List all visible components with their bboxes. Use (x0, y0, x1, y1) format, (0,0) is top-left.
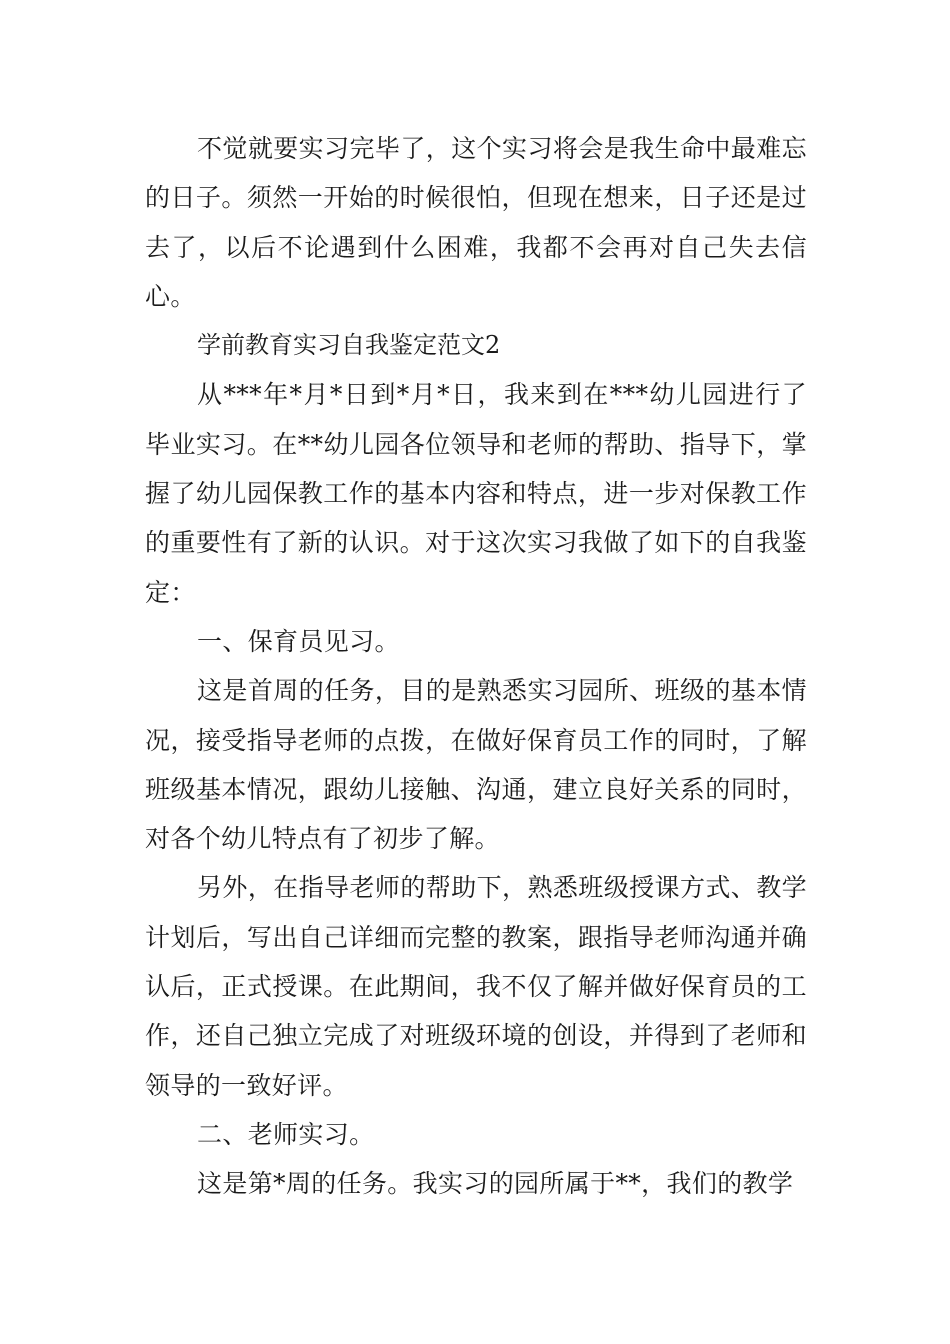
paragraph-internship-intro: 从***年*月*日到*月*日，我来到在***幼儿园进行了毕业实习。在**幼儿园各位领导和老师的帮助、指导下，掌握了幼儿园保教工作的基本内容和特点，进一步对保教工作的重要性有了新的认识。对于这次实习我做了如下的自我鉴定： (145, 380, 807, 607)
paragraph-teaching-plan: 另外，在指导老师的帮助下，熟悉班级授课方式、教学计划后，写出自己详细而完整的教案，跟指导老师沟通并确认后，正式授课。在此期间，我不仅了解并做好保育员的工作，还自己独立完成了对班级环境的创设，并得到了老师和领导的一致好评。 (145, 873, 807, 1100)
subheading-nursery-assistant: 一、保育员见习。 (197, 626, 400, 656)
paragraph-first-week: 这是首周的任务，目的是熟悉实习园所、班级的基本情况，接受指导老师的点拨，在做好保育员工作的同时，了解班级基本情况，跟幼儿接触、沟通，建立良好关系的同时，对各个幼儿特点有了初步了解。 (145, 676, 807, 854)
paragraph-internship-ending: 不觉就要实习完毕了，这个实习将会是我生命中最难忘的日子。须然一开始的时候很怕，但现在想来，日子还是过去了，以后不论遇到什么困难，我都不会再对自己失去信心。 (145, 134, 807, 311)
subheading-teacher-internship: 二、老师实习。 (197, 1119, 375, 1149)
document-page (145, 124, 807, 1209)
section-title: 学前教育实习自我鉴定范文2 (197, 331, 501, 360)
paragraph-week-task: 这是第*周的任务。我实习的园所属于**，我们的教学 (197, 1169, 794, 1199)
